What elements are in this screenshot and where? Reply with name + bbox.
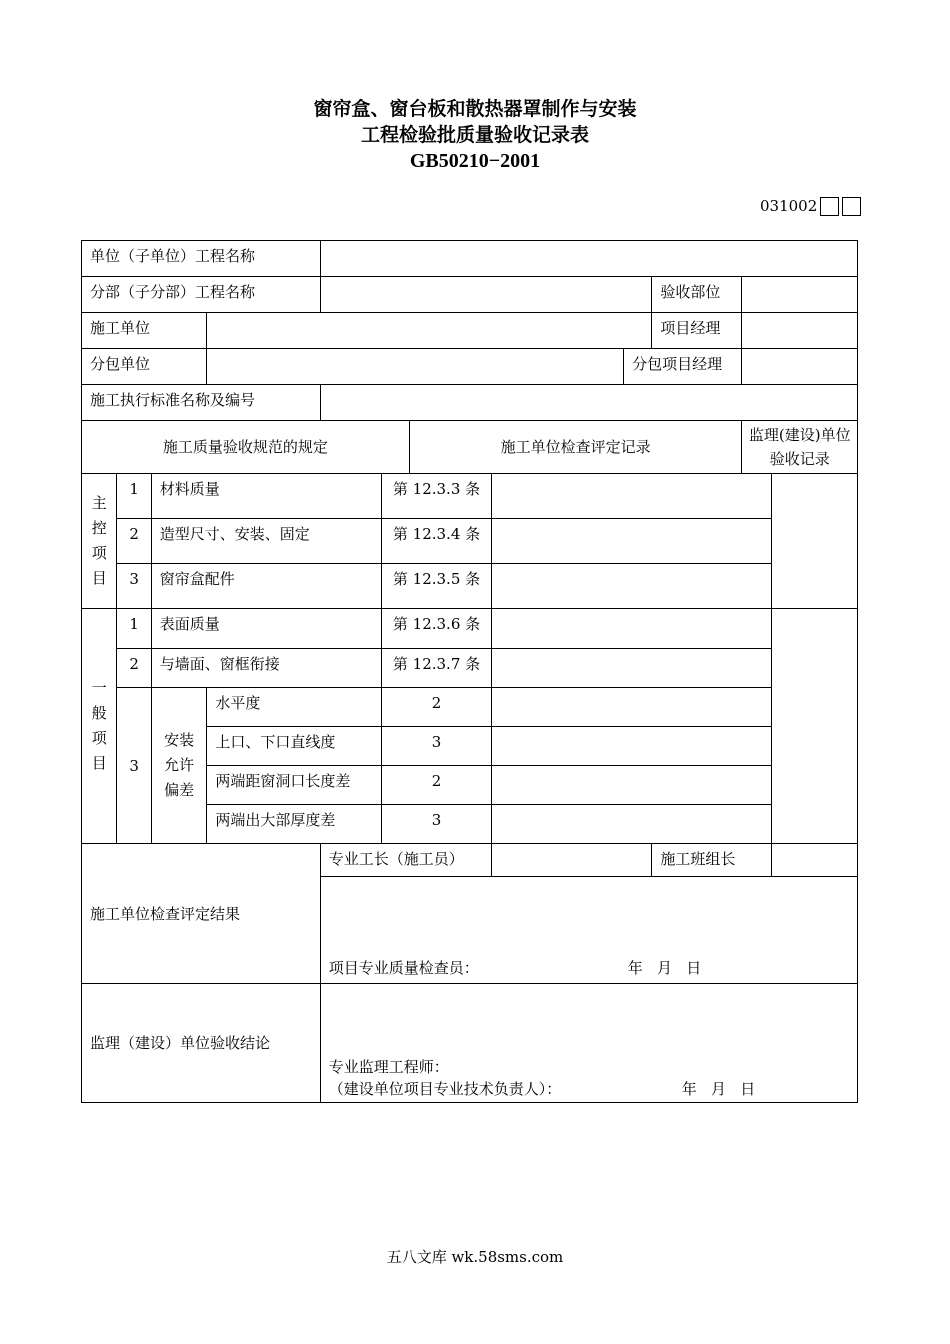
construction-record-cell[interactable] xyxy=(491,564,771,609)
item-number: 1 xyxy=(117,609,151,649)
spec-column-header: 施工质量验收规范的规定 xyxy=(82,421,410,474)
unit-project-value[interactable] xyxy=(320,241,857,277)
form-code-box-2[interactable] xyxy=(842,197,861,216)
construction-record-cell[interactable] xyxy=(491,727,771,766)
item-clause: 第 12.3.7 条 xyxy=(382,649,491,688)
deviation-row-1 xyxy=(82,688,858,727)
main-control-row-3 xyxy=(82,564,858,609)
column-header-row xyxy=(82,421,858,474)
sub-project-value[interactable] xyxy=(320,277,652,313)
construction-record-cell[interactable] xyxy=(491,766,771,805)
item-clause: 第 12.3.5 条 xyxy=(382,564,491,609)
conclusion-date: 年 月 日 xyxy=(681,1080,756,1098)
form-code-box-1[interactable] xyxy=(820,197,839,216)
subcontract-manager-label: 分包项目经理 xyxy=(624,349,742,385)
team-leader-label: 施工班组长 xyxy=(652,844,771,877)
inspection-record-table xyxy=(81,240,858,1103)
construction-result-value[interactable] xyxy=(320,877,857,984)
general-label: 一 般 项 目 xyxy=(82,609,117,844)
subcontract-unit-label: 分包单位 xyxy=(82,349,207,385)
main-control-row-1 xyxy=(82,474,858,519)
supervising-engineer-label: 专业监理工程师： xyxy=(328,1058,449,1076)
item-number: 3 xyxy=(117,688,151,844)
subcontract-manager-value[interactable] xyxy=(742,349,858,385)
construction-unit-value[interactable] xyxy=(207,313,652,349)
deviation-label: 安装 允许 偏差 xyxy=(151,688,207,844)
subcontract-unit-row xyxy=(82,349,858,385)
standard-row xyxy=(82,385,858,421)
acceptance-part-label: 验收部位 xyxy=(652,277,742,313)
foreman-label: 专业工长（施工员） xyxy=(320,844,491,877)
construction-record-cell[interactable] xyxy=(491,688,771,727)
item-number: 3 xyxy=(117,564,151,609)
standard-value[interactable] xyxy=(320,385,857,421)
foreman-value[interactable] xyxy=(491,844,652,877)
supervision-record-general-cell[interactable] xyxy=(771,609,857,844)
deviation-allowed-value: 2 xyxy=(382,688,491,727)
construction-result-label: 施工单位检查评定结果 xyxy=(82,844,321,984)
owner-technical-lead-label: （建设单位项目专业技术负责人）： xyxy=(328,1080,562,1098)
deviation-item-name: 两端出大部厚度差 xyxy=(207,805,382,844)
supervision-conclusion-value[interactable] xyxy=(320,984,857,1103)
construction-record-cell[interactable] xyxy=(491,519,771,564)
construction-record-cell[interactable] xyxy=(491,649,771,688)
sub-project-row xyxy=(82,277,858,313)
main-control-label: 主 控 项 目 xyxy=(82,474,117,609)
form-code-number: 031002 xyxy=(760,197,818,215)
item-number: 2 xyxy=(117,519,151,564)
deviation-item-name: 水平度 xyxy=(207,688,382,727)
deviation-item-name: 上口、下口直线度 xyxy=(207,727,382,766)
document-subtitle: 工程检验批质量验收记录表 xyxy=(360,124,589,146)
item-name: 窗帘盒配件 xyxy=(151,564,382,609)
main-control-row-2 xyxy=(82,519,858,564)
unit-project-row xyxy=(82,241,858,277)
item-name: 与墙面、窗框衔接 xyxy=(151,649,382,688)
supervision-record-main-cell[interactable] xyxy=(771,474,857,609)
subcontract-unit-value[interactable] xyxy=(207,349,624,385)
acceptance-part-value[interactable] xyxy=(742,277,858,313)
inspector-date: 年 月 日 xyxy=(627,959,702,977)
item-clause: 第 12.3.3 条 xyxy=(382,474,491,519)
item-name: 表面质量 xyxy=(151,609,382,649)
construction-record-cell[interactable] xyxy=(491,805,771,844)
supervision-conclusion-label: 监理（建设）单位验收结论 xyxy=(82,984,321,1103)
quality-inspector-label: 项目专业质量检查员： xyxy=(328,959,479,977)
deviation-allowed-value: 3 xyxy=(382,805,491,844)
construction-unit-label: 施工单位 xyxy=(82,313,207,349)
document-title: 窗帘盒、窗台板和散热器罩制作与安装 xyxy=(313,98,637,120)
construction-unit-row xyxy=(82,313,858,349)
general-row-1 xyxy=(82,609,858,649)
item-number: 1 xyxy=(117,474,151,519)
construction-record-column-header: 施工单位检查评定记录 xyxy=(409,421,742,474)
item-name: 材料质量 xyxy=(151,474,382,519)
project-manager-value[interactable] xyxy=(742,313,858,349)
standard-code-title: GB50210−2001 xyxy=(409,150,541,172)
item-clause: 第 12.3.4 条 xyxy=(382,519,491,564)
item-name: 造型尺寸、安装、固定 xyxy=(151,519,382,564)
deviation-item-name: 两端距窗洞口长度差 xyxy=(207,766,382,805)
form-code xyxy=(760,196,861,216)
supervision-conclusion-row xyxy=(82,984,858,1103)
project-manager-label: 项目经理 xyxy=(652,313,742,349)
construction-record-cell[interactable] xyxy=(491,474,771,519)
unit-project-label: 单位（子单位）工程名称 xyxy=(82,241,321,277)
footer-watermark: 五八文库 wk.58sms.com xyxy=(386,1248,564,1266)
sub-project-label: 分部（子分部）工程名称 xyxy=(82,277,321,313)
deviation-allowed-value: 2 xyxy=(382,766,491,805)
supervision-record-column-header: 监理(建设)单位验收记录 xyxy=(742,421,858,474)
standard-label: 施工执行标准名称及编号 xyxy=(82,385,321,421)
item-number: 2 xyxy=(117,649,151,688)
item-clause: 第 12.3.6 条 xyxy=(382,609,491,649)
deviation-allowed-value: 3 xyxy=(382,727,491,766)
foreman-row xyxy=(82,844,858,877)
construction-record-cell[interactable] xyxy=(491,609,771,649)
general-row-2 xyxy=(82,649,858,688)
team-leader-value[interactable] xyxy=(771,844,857,877)
